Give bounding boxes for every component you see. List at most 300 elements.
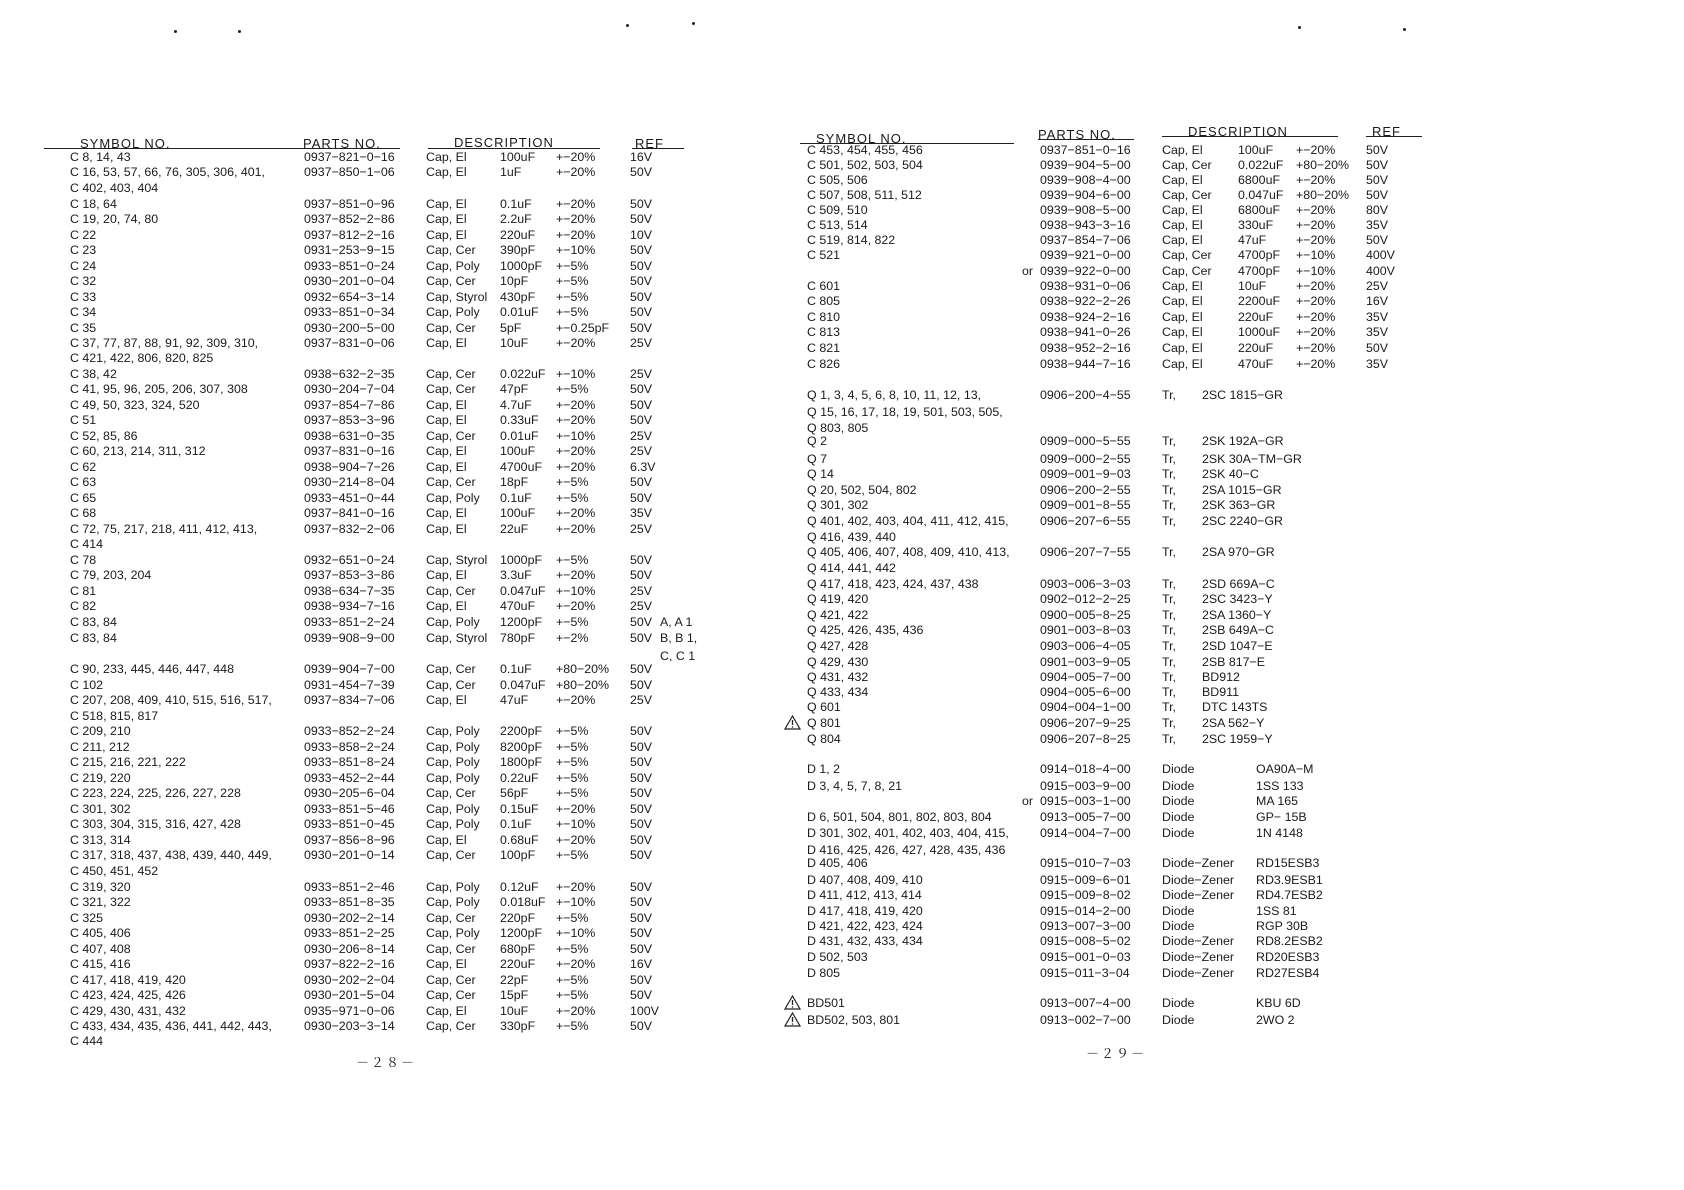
part-number-cell: 0913−002−7−00 [1040, 1013, 1131, 1027]
part-number-cell: 0913−007−4−00 [1040, 996, 1131, 1010]
voltage-cell: 50V [1366, 173, 1389, 187]
value-cell: RGP 30B [1256, 919, 1309, 933]
tolerance-cell: +−5% [556, 274, 589, 288]
part-number-cell: 0906−200−4−55 [1040, 388, 1131, 402]
component-type-cell: Tr, [1162, 639, 1176, 653]
component-type-cell: Cap, El [426, 957, 467, 971]
tolerance-cell: +−20% [556, 833, 596, 847]
part-number-cell: 0937−851−0−16 [1040, 143, 1131, 157]
part-number-cell: 0930−206−8−14 [304, 942, 395, 956]
part-number-cell: 0906−207−7−55 [1040, 545, 1131, 559]
part-number-cell: 0937−854−7−06 [1040, 233, 1131, 247]
voltage-cell: 50V [1366, 143, 1389, 157]
symbol-cell: C 219, 220 [70, 771, 131, 785]
voltage-cell: 10V [630, 228, 653, 242]
tolerance-cell: +−20% [556, 336, 596, 350]
value-cell: 220uF [500, 228, 536, 242]
part-number-cell: 0930−203−3−14 [304, 1019, 395, 1033]
component-type-cell: Cap, El [426, 1004, 467, 1018]
tolerance-cell: +−20% [556, 444, 596, 458]
alternate-or-label: or [1022, 264, 1034, 278]
value-cell: 430pF [500, 290, 536, 304]
part-number-cell: 0913−007−3−00 [1040, 919, 1131, 933]
symbol-cell: C 68 [70, 506, 97, 520]
value-cell: 100uF [500, 506, 536, 520]
component-type-cell: Cap, Poly [426, 259, 480, 273]
value-cell: 2SC 1815−GR [1202, 388, 1283, 402]
value-cell: 2SC 2240−GR [1202, 514, 1283, 528]
value-cell: 0.1uF [500, 197, 532, 211]
value-cell: 47uF [500, 693, 529, 707]
component-type-cell: Cap, El [426, 522, 467, 536]
part-number-cell: 0930−202−2−04 [304, 973, 395, 987]
voltage-cell: 25V [630, 429, 653, 443]
part-number-cell: 0909−001−8−55 [1040, 498, 1131, 512]
tolerance-cell: +−20% [1296, 203, 1336, 217]
header-rule [1366, 136, 1422, 137]
symbol-cell: C 423, 424, 425, 426 [70, 988, 186, 1002]
header-ref: REF [635, 136, 664, 151]
value-cell: RD15ESB3 [1256, 856, 1320, 870]
value-cell: 47pF [500, 382, 529, 396]
voltage-cell: 50V [630, 678, 653, 692]
value-cell: 10pF [500, 274, 529, 288]
part-number-cell: 0933−851−8−24 [304, 755, 395, 769]
symbol-cell: C 429, 430, 431, 432 [70, 1004, 186, 1018]
tolerance-cell: +−20% [556, 522, 596, 536]
symbol-cell: D 301, 302, 401, 402, 403, 404, 415, [807, 826, 1009, 840]
part-number-cell: 0903−006−3−03 [1040, 577, 1131, 591]
value-cell: 22uF [500, 522, 529, 536]
component-type-cell: Cap, Cer [1162, 158, 1212, 172]
symbol-cell: C 32 [70, 274, 97, 288]
symbol-cell: Q 804 [807, 732, 841, 746]
part-number-cell: 0937−841−0−16 [304, 506, 395, 520]
component-type-cell: Diode [1162, 826, 1195, 840]
component-type-cell: Diode [1162, 762, 1195, 776]
voltage-cell: 25V [630, 444, 653, 458]
part-number-cell: 0938−634−7−35 [304, 584, 395, 598]
voltage-cell: 50V [630, 895, 653, 909]
part-number-cell: 0937−821−0−16 [304, 150, 395, 164]
value-cell: 0.22uF [500, 771, 539, 785]
part-number-cell: 0939−904−7−00 [304, 662, 395, 676]
symbol-cell: C 810 [807, 310, 841, 324]
component-type-cell: Cap, Poly [426, 615, 480, 629]
component-type-cell: Cap, Poly [426, 802, 480, 816]
value-cell: 2SK 30A−TM−GR [1202, 452, 1302, 466]
symbol-cell: C 83, 84 [70, 615, 117, 629]
voltage-cell: 50V [1366, 188, 1389, 202]
component-type-cell: Tr, [1162, 452, 1176, 466]
component-type-cell: Tr, [1162, 608, 1176, 622]
component-type-cell: Tr, [1162, 716, 1176, 730]
symbol-cell: C 414 [70, 537, 104, 551]
component-type-cell: Cap, Styrol [426, 553, 488, 567]
value-cell: 1000uF [1238, 325, 1281, 339]
symbol-cell: C 433, 434, 435, 436, 441, 442, 443, [70, 1019, 272, 1033]
symbol-cell: C 313, 314 [70, 833, 131, 847]
voltage-cell: 50V [630, 413, 653, 427]
part-number-cell: 0904−005−7−00 [1040, 670, 1131, 684]
value-cell: GP− 15B [1256, 810, 1307, 824]
symbol-cell: C 405, 406 [70, 926, 131, 940]
part-number-cell: 0933−851−2−25 [304, 926, 395, 940]
voltage-cell: 50V [630, 848, 653, 862]
voltage-cell: 16V [630, 150, 653, 164]
voltage-cell: 35V [1366, 218, 1389, 232]
component-type-cell: Cap, Poly [426, 895, 480, 909]
voltage-cell: 50V [630, 382, 653, 396]
part-number-cell: 0913−005−7−00 [1040, 810, 1131, 824]
symbol-cell: C 60, 213, 214, 311, 312 [70, 444, 206, 458]
component-type-cell: Tr, [1162, 545, 1176, 559]
value-cell: 5pF [500, 321, 522, 335]
symbol-cell: C 209, 210 [70, 724, 131, 738]
component-type-cell: Diode−Zener [1162, 888, 1234, 902]
value-cell: 0.01uF [500, 305, 539, 319]
symbol-cell: C 18, 64 [70, 197, 117, 211]
part-number-cell: 0915−011−3−04 [1040, 966, 1130, 980]
part-number-cell: 0939−904−6−00 [1040, 188, 1131, 202]
symbol-cell: C 33 [70, 290, 97, 304]
tolerance-cell: +−20% [1296, 218, 1336, 232]
component-type-cell: Cap, Cer [426, 274, 476, 288]
voltage-cell: 35V [1366, 357, 1389, 371]
voltage-cell: 50V [630, 631, 653, 645]
value-cell: 220uF [1238, 341, 1274, 355]
component-type-cell: Cap, Cer [426, 367, 476, 381]
page-number: －２８－ [356, 1055, 417, 1070]
component-type-cell: Tr, [1162, 670, 1176, 684]
part-number-cell: 0909−000−5−55 [1040, 434, 1131, 448]
component-type-cell: Diode−Zener [1162, 873, 1234, 887]
tolerance-cell: +−5% [556, 475, 589, 489]
value-cell: 0.018uF [500, 895, 546, 909]
symbol-cell: D 411, 412, 413, 414 [807, 888, 922, 902]
component-type-cell: Cap, El [426, 444, 467, 458]
tolerance-cell: +−20% [1296, 143, 1336, 157]
symbol-cell: C 518, 815, 817 [70, 709, 159, 723]
value-cell: 100pF [500, 848, 536, 862]
voltage-cell: 50V [630, 274, 653, 288]
value-cell: RD4.7ESB2 [1256, 888, 1323, 902]
value-cell: 0.33uF [500, 413, 539, 427]
component-type-cell: Diode [1162, 1013, 1195, 1027]
part-number-cell: 0931−253−9−15 [304, 243, 395, 257]
header-rule [1162, 136, 1338, 137]
component-type-cell: Tr, [1162, 483, 1176, 497]
component-type-cell: Cap, Cer [426, 911, 476, 925]
value-cell: 6800uF [1238, 173, 1281, 187]
tolerance-cell: +−20% [1296, 310, 1336, 324]
part-number-cell: 0915−008−5−02 [1040, 934, 1131, 948]
symbol-cell: Q 433, 434 [807, 685, 869, 699]
value-cell: 6800uF [1238, 203, 1281, 217]
component-type-cell: Cap, Poly [426, 880, 480, 894]
tolerance-cell: +−10% [1296, 248, 1336, 262]
symbol-cell: C 301, 302 [70, 802, 131, 816]
voltage-cell: 50V [630, 724, 653, 738]
part-number-cell: 0939−908−5−00 [1040, 203, 1131, 217]
part-number-cell: 0932−654−3−14 [304, 290, 395, 304]
value-cell: 0.68uF [500, 833, 539, 847]
tolerance-cell: +−20% [556, 413, 596, 427]
value-cell: 390pF [500, 243, 536, 257]
component-type-cell: Diode [1162, 794, 1195, 808]
symbol-cell: C 826 [807, 357, 841, 371]
warning-triangle-icon [784, 995, 801, 1010]
part-number-cell: 0935−971−0−06 [304, 1004, 395, 1018]
symbol-cell: C 407, 408 [70, 942, 131, 956]
value-cell: 0.15uF [500, 802, 539, 816]
component-type-cell: Cap, El [426, 212, 467, 226]
symbol-cell: C 37, 77, 87, 88, 91, 92, 309, 310, [70, 336, 259, 350]
value-cell: 10uF [500, 336, 529, 350]
symbol-cell: C 16, 53, 57, 66, 76, 305, 306, 401, [70, 165, 265, 179]
value-cell: 330pF [500, 1019, 536, 1033]
part-number-cell: 0933−851−0−24 [304, 259, 395, 273]
component-type-cell: Cap, El [426, 197, 467, 211]
symbol-cell: Q 7 [807, 452, 827, 466]
part-number-cell: 0937−851−0−96 [304, 197, 395, 211]
value-cell: 2SA 1015−GR [1202, 483, 1282, 497]
value-cell: 2.2uF [500, 212, 532, 226]
tolerance-cell: +−20% [1296, 294, 1336, 308]
value-cell: MA 165 [1256, 794, 1299, 808]
value-cell: 22pF [500, 973, 529, 987]
part-number-cell: 0937−853−3−86 [304, 568, 395, 582]
value-cell: 47uF [1238, 233, 1267, 247]
symbol-cell: D 417, 418, 419, 420 [807, 904, 923, 918]
part-number-cell: 0901−003−9−05 [1040, 655, 1131, 669]
value-cell: 2SC 3423−Y [1202, 592, 1273, 606]
warning-triangle-icon [784, 715, 801, 730]
symbol-cell: C 51 [70, 413, 97, 427]
component-type-cell: Cap, El [426, 336, 467, 350]
tolerance-cell: +−20% [556, 957, 596, 971]
voltage-cell: 16V [1366, 294, 1389, 308]
symbol-cell: C 34 [70, 305, 97, 319]
symbol-cell: C 215, 216, 221, 222 [70, 755, 186, 769]
part-number-cell: 0939−904−5−00 [1040, 158, 1131, 172]
value-cell: 0.01uF [500, 429, 539, 443]
voltage-cell: 50V [630, 290, 653, 304]
symbol-cell: BD502, 503, 801 [807, 1013, 901, 1027]
symbol-cell: Q 417, 418, 423, 424, 437, 438 [807, 577, 979, 591]
voltage-cell: 50V [630, 926, 653, 940]
value-cell: OA90A−M [1256, 762, 1314, 776]
symbol-cell: C 8, 14, 43 [70, 150, 131, 164]
tolerance-cell: +−20% [1296, 357, 1336, 371]
value-cell: 1200pF [500, 926, 543, 940]
component-type-cell: Cap, El [426, 599, 467, 613]
component-type-cell: Cap, El [1162, 279, 1203, 293]
part-number-cell: 0938−934−7−16 [304, 599, 395, 613]
part-number-cell: 0939−922−0−00 [1040, 264, 1131, 278]
symbol-cell: Q 20, 502, 504, 802 [807, 483, 917, 497]
symbol-cell: C 821 [807, 341, 841, 355]
tolerance-cell: +−10% [556, 817, 596, 831]
symbol-cell: C 49, 50, 323, 324, 520 [70, 398, 200, 412]
voltage-cell: 400V [1366, 248, 1395, 262]
symbol-cell: C 63 [70, 475, 97, 489]
part-number-cell: 0938−941−0−26 [1040, 325, 1131, 339]
component-type-cell: Cap, El [426, 165, 467, 179]
part-number-cell: 0904−004−1−00 [1040, 700, 1131, 714]
value-cell: 330uF [1238, 218, 1274, 232]
symbol-cell: Q 803, 805 [807, 421, 869, 435]
part-number-cell: 0903−006−4−05 [1040, 639, 1131, 653]
scan-speck [626, 24, 629, 27]
symbol-cell: Q 2 [807, 434, 827, 448]
symbol-cell: C 62 [70, 460, 97, 474]
part-number-cell: 0937−831−0−06 [304, 336, 395, 350]
symbol-cell: D 502, 503 [807, 950, 868, 964]
symbol-cell: C 41, 95, 96, 205, 206, 307, 308 [70, 382, 248, 396]
voltage-cell: 50V [630, 988, 653, 1002]
part-number-cell: 0938−904−7−26 [304, 460, 395, 474]
voltage-cell: 50V [630, 197, 653, 211]
voltage-cell: 50V [630, 942, 653, 956]
tolerance-cell: +−10% [556, 926, 596, 940]
value-cell: 0.047uF [500, 584, 546, 598]
tolerance-cell: +−10% [556, 895, 596, 909]
value-cell: 4700uF [500, 460, 543, 474]
tolerance-cell: +−5% [556, 942, 589, 956]
value-cell: 1N 4148 [1256, 826, 1303, 840]
part-number-cell: 0937−850−1−06 [304, 165, 395, 179]
tolerance-cell: +−20% [556, 398, 596, 412]
value-cell: 1SS 81 [1256, 904, 1297, 918]
voltage-cell: 50V [630, 1019, 653, 1033]
part-number-cell: 0930−201−0−04 [304, 274, 395, 288]
component-type-cell: Cap, El [1162, 357, 1203, 371]
component-type-cell: Diode [1162, 904, 1195, 918]
value-cell: 2SA 562−Y [1202, 716, 1265, 730]
tolerance-cell: +−20% [1296, 341, 1336, 355]
component-type-cell: Cap, Cer [426, 584, 476, 598]
voltage-cell: 25V [630, 584, 653, 598]
value-cell: 2SK 192A−GR [1202, 434, 1284, 448]
tolerance-cell: +80−20% [1296, 158, 1350, 172]
voltage-cell: 16V [630, 957, 653, 971]
tolerance-cell: +−20% [556, 506, 596, 520]
component-type-cell: Cap, Cer [1162, 248, 1212, 262]
value-cell: 2WO 2 [1256, 1013, 1295, 1027]
header-rule [44, 148, 400, 149]
part-number-cell: 0939−908−9−00 [304, 631, 395, 645]
symbol-cell: Q 431, 432 [807, 670, 869, 684]
value-cell: 4.7uF [500, 398, 532, 412]
value-cell: 2SK 40−C [1202, 467, 1259, 481]
part-number-cell: 0930−201−0−14 [304, 848, 395, 862]
symbol-cell: Q 416, 439, 440 [807, 530, 896, 544]
symbol-cell: C 223, 224, 225, 226, 227, 228 [70, 786, 241, 800]
voltage-cell: 50V [630, 259, 653, 273]
symbol-cell: C 507, 508, 511, 512 [807, 188, 922, 202]
part-number-cell: 0937−854−7−86 [304, 398, 395, 412]
tolerance-cell: +80−20% [1296, 188, 1350, 202]
symbol-cell: D 1, 2 [807, 762, 841, 776]
symbol-cell: Q 414, 441, 442 [807, 561, 896, 575]
symbol-cell: Q 1, 3, 4, 5, 6, 8, 10, 11, 12, 13, [807, 388, 982, 402]
tolerance-cell: +−5% [556, 740, 589, 754]
value-cell: 100uF [1238, 143, 1274, 157]
symbol-cell: C 90, 233, 445, 446, 447, 448 [70, 662, 234, 676]
value-cell: 18pF [500, 475, 529, 489]
tolerance-cell: +−5% [556, 755, 589, 769]
component-type-cell: Cap, El [426, 833, 467, 847]
part-number-cell: 0915−014−2−00 [1040, 904, 1131, 918]
part-number-cell: 0938−931−0−06 [1040, 279, 1131, 293]
value-cell: 1000pF [500, 553, 543, 567]
tolerance-cell: +−20% [556, 693, 596, 707]
voltage-cell: 50V [630, 321, 653, 335]
voltage-cell: 50V [630, 755, 653, 769]
part-number-cell: 0939−921−0−00 [1040, 248, 1131, 262]
header-rule [428, 148, 600, 149]
part-number-cell: 0938−952−2−16 [1040, 341, 1131, 355]
tolerance-cell: +−5% [556, 848, 589, 862]
symbol-cell: Q 15, 16, 17, 18, 19, 501, 503, 505, [807, 405, 1003, 419]
value-cell: 2SC 1959−Y [1202, 732, 1273, 746]
value-cell: 4700pF [1238, 264, 1281, 278]
voltage-cell: 25V [630, 599, 653, 613]
warning-triangle-icon [784, 1012, 801, 1027]
tolerance-cell: +−5% [556, 724, 589, 738]
symbol-cell: Q 425, 426, 435, 436 [807, 623, 924, 637]
part-number-cell: 0915−009−8−02 [1040, 888, 1131, 902]
value-cell: 780pF [500, 631, 536, 645]
tolerance-cell: +−0.25pF [556, 321, 610, 335]
component-type-cell: Cap, El [426, 568, 467, 582]
component-type-cell: Tr, [1162, 700, 1176, 714]
voltage-cell: 50V [630, 833, 653, 847]
value-cell: 2SB 649A−C [1202, 623, 1274, 637]
part-number-cell: 0933−851−0−45 [304, 817, 395, 831]
voltage-cell: 25V [630, 336, 653, 350]
value-cell: 2200uF [1238, 294, 1281, 308]
scan-speck [238, 30, 241, 33]
part-number-cell: 0937−853−3−96 [304, 413, 395, 427]
component-type-cell: Cap, Cer [426, 382, 476, 396]
voltage-cell: 50V [630, 165, 653, 179]
tolerance-cell: +−20% [1296, 233, 1336, 247]
component-type-cell: Cap, Poly [426, 755, 480, 769]
symbol-cell: C 207, 208, 409, 410, 515, 516, 517, [70, 693, 272, 707]
component-type-cell: Tr, [1162, 592, 1176, 606]
symbol-cell: C 317, 318, 437, 438, 439, 440, 449, [70, 848, 272, 862]
voltage-cell: 50V [1366, 233, 1389, 247]
component-type-cell: Cap, El [1162, 173, 1203, 187]
component-type-cell: Cap, Cer [1162, 188, 1212, 202]
tolerance-cell: +−20% [1296, 173, 1336, 187]
tolerance-cell: +−5% [556, 771, 589, 785]
tolerance-cell: +−5% [556, 305, 589, 319]
voltage-cell: 25V [630, 522, 653, 536]
component-type-cell: Cap, Cer [426, 988, 476, 1002]
value-cell: 3.3uF [500, 568, 532, 582]
tolerance-cell: +−10% [556, 429, 596, 443]
header-description: DESCRIPTION [454, 135, 554, 150]
value-cell: 0.12uF [500, 880, 539, 894]
component-type-cell: Cap, El [1162, 325, 1203, 339]
component-type-cell: Cap, Cer [426, 848, 476, 862]
part-number-cell: 0914−018−4−00 [1040, 762, 1131, 776]
value-cell: 0.1uF [500, 817, 532, 831]
scan-speck [1403, 28, 1406, 31]
